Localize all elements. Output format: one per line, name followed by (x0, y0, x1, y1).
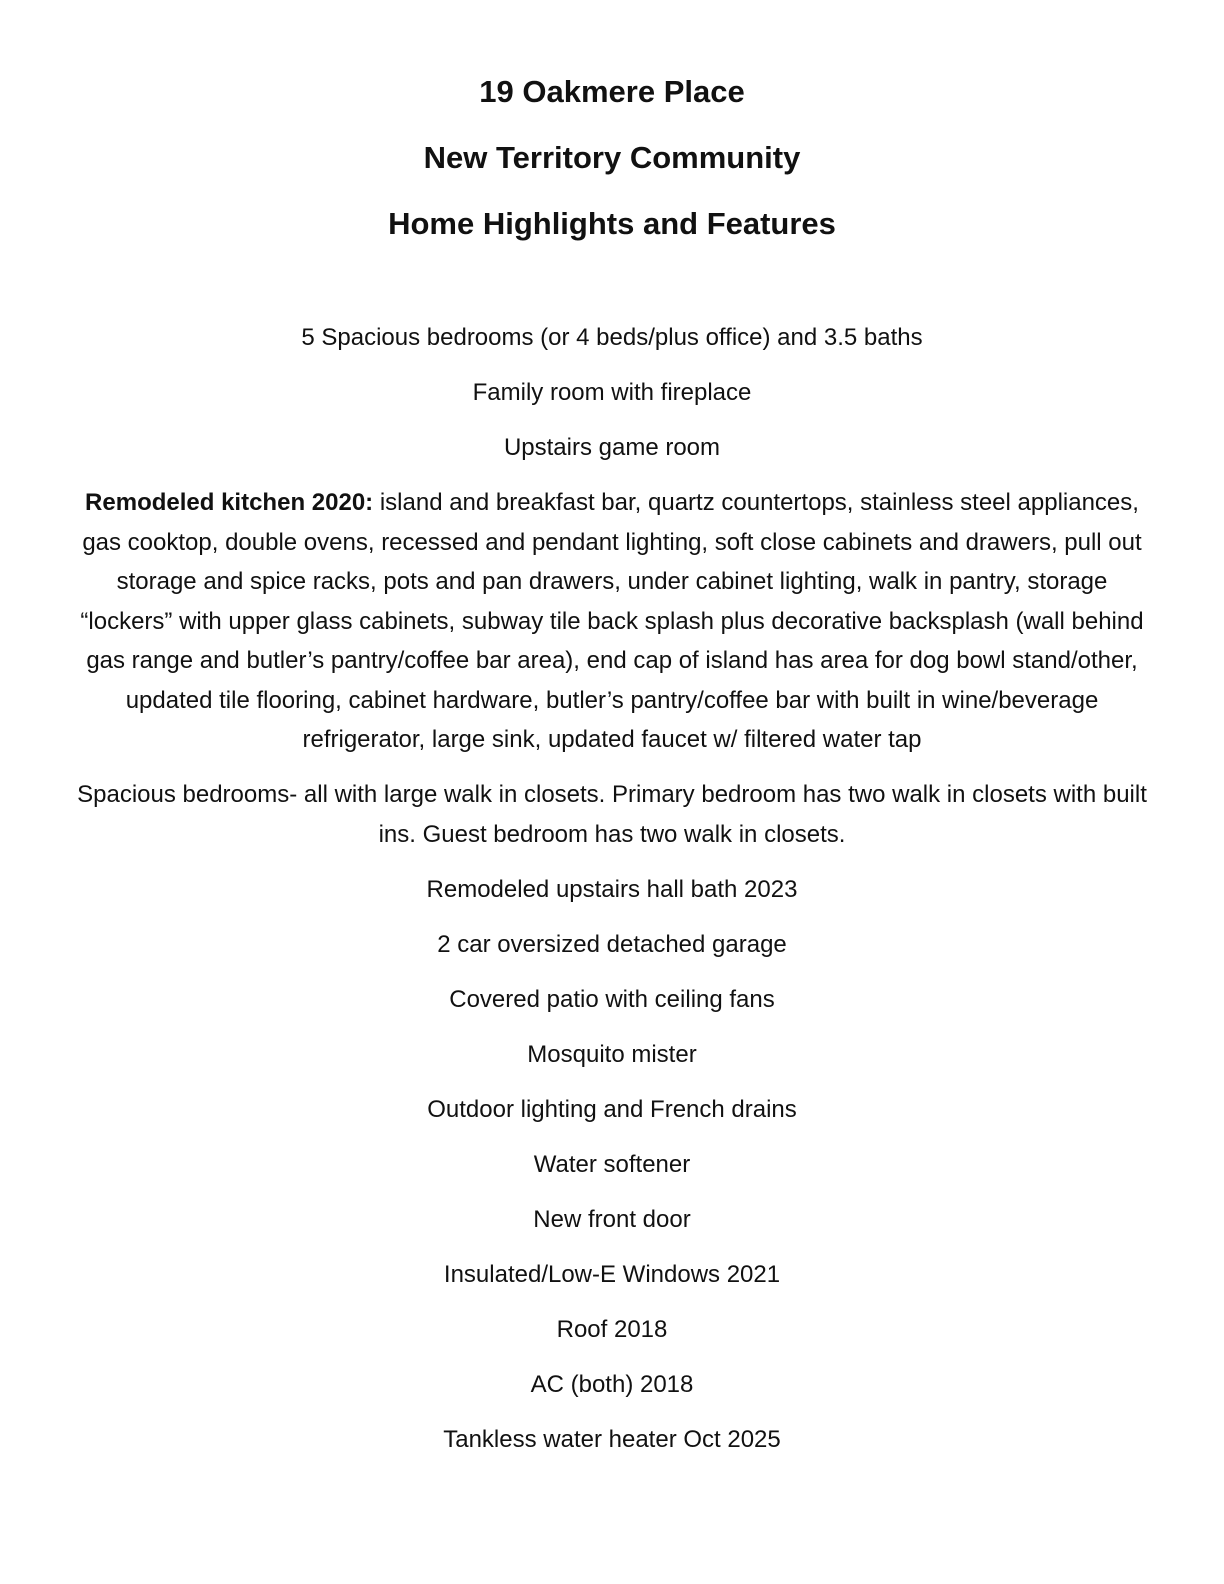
feature-text: 2 car oversized detached garage (437, 930, 787, 958)
feature-lead: Remodeled kitchen 2020: (85, 489, 374, 516)
property-address: 19 Oakmere Place (479, 74, 745, 109)
document-title: Home Highlights and Features (388, 206, 836, 241)
feature-text: Family room with fireplace (472, 379, 752, 406)
feature-list (76, 318, 1148, 1475)
feature-item (76, 373, 1148, 413)
feature-text: Upstairs game room (503, 434, 721, 461)
feature-item (76, 1145, 1148, 1185)
feature-text: Outdoor lighting and French drains (427, 1095, 797, 1123)
feature-item (76, 1090, 1148, 1130)
feature-item (76, 980, 1148, 1020)
community-name: New Territory Community (423, 140, 801, 175)
feature-text: AC (both) 2018 (530, 1370, 694, 1398)
feature-item (76, 428, 1148, 468)
feature-item (76, 1200, 1148, 1240)
feature-item (76, 318, 1148, 358)
feature-item (76, 1255, 1148, 1295)
feature-text: New front door (533, 1205, 691, 1233)
feature-text: Spacious bedrooms- all with large walk in closets. Primary bedroom has two walk in closets with built ins. Guest bedroom has two walk in closets. (77, 781, 1147, 848)
feature-text: Water softener (533, 1150, 691, 1178)
feature-text: island and breakfast bar, quartz countertops, stainless steel appliances, gas cooktop, double ovens, recessed and pendant lighting, soft close cabinets and drawers, pull out storage and spice racks, pots and pan drawers, under cabinet lighting, walk in pantry, storage “lockers” with upper glass cabinets, subway tile back splash plus decorative backsplash (wall behind gas range and butler’s pantry/coffee bar area), end cap of island has area for dog bowl stand/other, updated tile flooring, cabinet hardware, butler’s pantry/coffee bar with built in wine/beverage refrigerator, large sink, updated faucet w/ filtered water tap (80, 489, 1144, 753)
feature-text: Tankless water heater Oct 2025 (443, 1425, 781, 1453)
feature-text: 5 Spacious bedrooms (or 4 beds/plus office) and 3.5 baths (301, 324, 923, 351)
feature-item (76, 870, 1148, 910)
feature-text: Remodeled upstairs hall bath 2023 (426, 875, 798, 903)
heading-block (0, 72, 1224, 270)
feature-text: Covered patio with ceiling fans (449, 985, 775, 1013)
feature-text: Insulated/Low-E Windows 2021 (443, 1260, 781, 1288)
feature-text: Mosquito mister (527, 1040, 697, 1068)
feature-item (76, 1310, 1148, 1350)
feature-item (76, 1365, 1148, 1405)
feature-item (76, 1035, 1148, 1075)
feature-item (76, 925, 1148, 965)
feature-item (76, 775, 1148, 854)
feature-item-kitchen (76, 483, 1148, 760)
feature-text: Roof 2018 (556, 1315, 668, 1343)
feature-item (76, 1420, 1148, 1460)
